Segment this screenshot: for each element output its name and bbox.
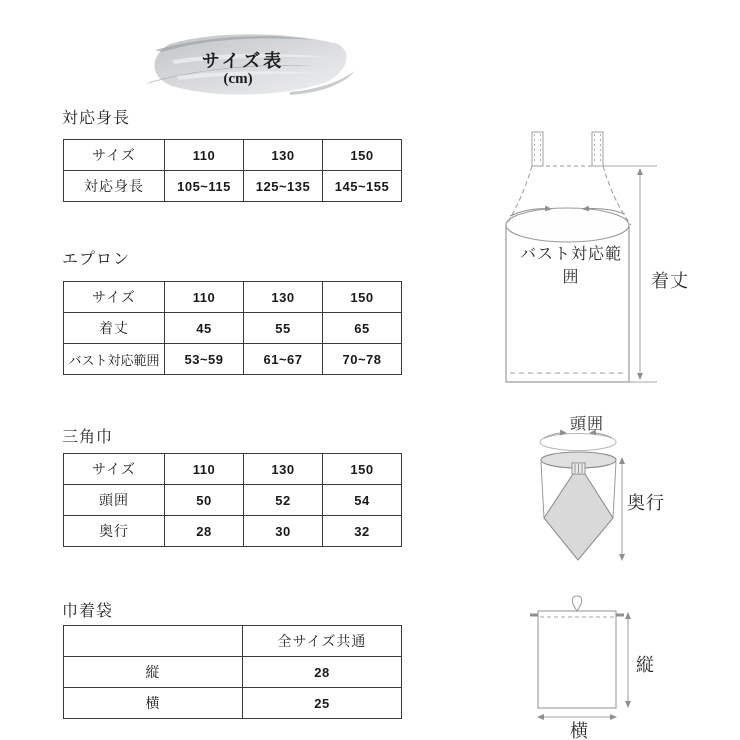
table-row [64, 171, 402, 202]
table-cell: 53~59 [165, 344, 244, 375]
bag-width-label: 横 [570, 721, 589, 740]
size-table-apron [63, 281, 402, 375]
table-cell: 25 [243, 688, 402, 719]
table-cell: サイズ [64, 140, 165, 171]
table-cell: 頭囲 [64, 485, 165, 516]
table-row [64, 282, 402, 313]
scarf-depth-label: 奥行 [627, 493, 665, 513]
table-cell: 150 [323, 282, 402, 313]
section-heading-apron: エプロン [62, 251, 131, 268]
table-cell: 54 [323, 485, 402, 516]
table-cell: 28 [165, 516, 244, 547]
table-cell: 65 [323, 313, 402, 344]
table-row [64, 688, 402, 719]
table-cell: 全サイズ共通 [243, 626, 402, 657]
table-cell: 45 [165, 313, 244, 344]
section-heading-bag: 巾着袋 [62, 603, 114, 620]
table-cell: 61~67 [244, 344, 323, 375]
table-cell: 110 [165, 454, 244, 485]
table-cell: サイズ [64, 282, 165, 313]
table-cell: 52 [244, 485, 323, 516]
apron-length-label: 着丈 [651, 271, 689, 291]
table-cell: 奥行 [64, 516, 165, 547]
table-row [64, 485, 402, 516]
table-cell: 150 [323, 454, 402, 485]
table-cell: 150 [323, 140, 402, 171]
size-table-scarf [63, 453, 402, 547]
size-table-bag [63, 625, 402, 719]
section-heading-scarf: 三角巾 [62, 429, 114, 446]
scarf-head-label: 頭囲 [569, 416, 604, 433]
table-cell: 70~78 [323, 344, 402, 375]
table-cell [64, 626, 243, 657]
table-cell: バスト対応範囲 [64, 344, 165, 375]
table-cell: 130 [244, 454, 323, 485]
table-cell: 対応身長 [64, 171, 165, 202]
table-cell: 55 [244, 313, 323, 344]
table-row [64, 140, 402, 171]
table-cell: 50 [165, 485, 244, 516]
table-cell: 130 [244, 282, 323, 313]
table-cell: 着丈 [64, 313, 165, 344]
table-cell: サイズ [64, 454, 165, 485]
page-title: サイズ表 [201, 51, 285, 71]
table-cell: 32 [323, 516, 402, 547]
table-row [64, 626, 402, 657]
table-cell: 105~115 [165, 171, 244, 202]
table-cell: 28 [243, 657, 402, 688]
bag-height-label: 縦 [636, 655, 655, 675]
table-row [64, 516, 402, 547]
table-cell: 130 [244, 140, 323, 171]
size-table-height [63, 139, 402, 202]
table-cell: 横 [64, 688, 243, 719]
table-cell: 125~135 [244, 171, 323, 202]
table-row [64, 313, 402, 344]
table-cell: 145~155 [323, 171, 402, 202]
table-cell: 縦 [64, 657, 243, 688]
table-row [64, 344, 402, 375]
unit-label: (cm) [223, 71, 253, 87]
section-heading-height: 対応身長 [62, 110, 131, 127]
table-cell: 30 [244, 516, 323, 547]
table-row [64, 657, 402, 688]
apron-bust-range-label: バスト対応範囲 [519, 246, 622, 286]
table-row [64, 454, 402, 485]
table-cell: 110 [165, 282, 244, 313]
table-cell: 110 [165, 140, 244, 171]
